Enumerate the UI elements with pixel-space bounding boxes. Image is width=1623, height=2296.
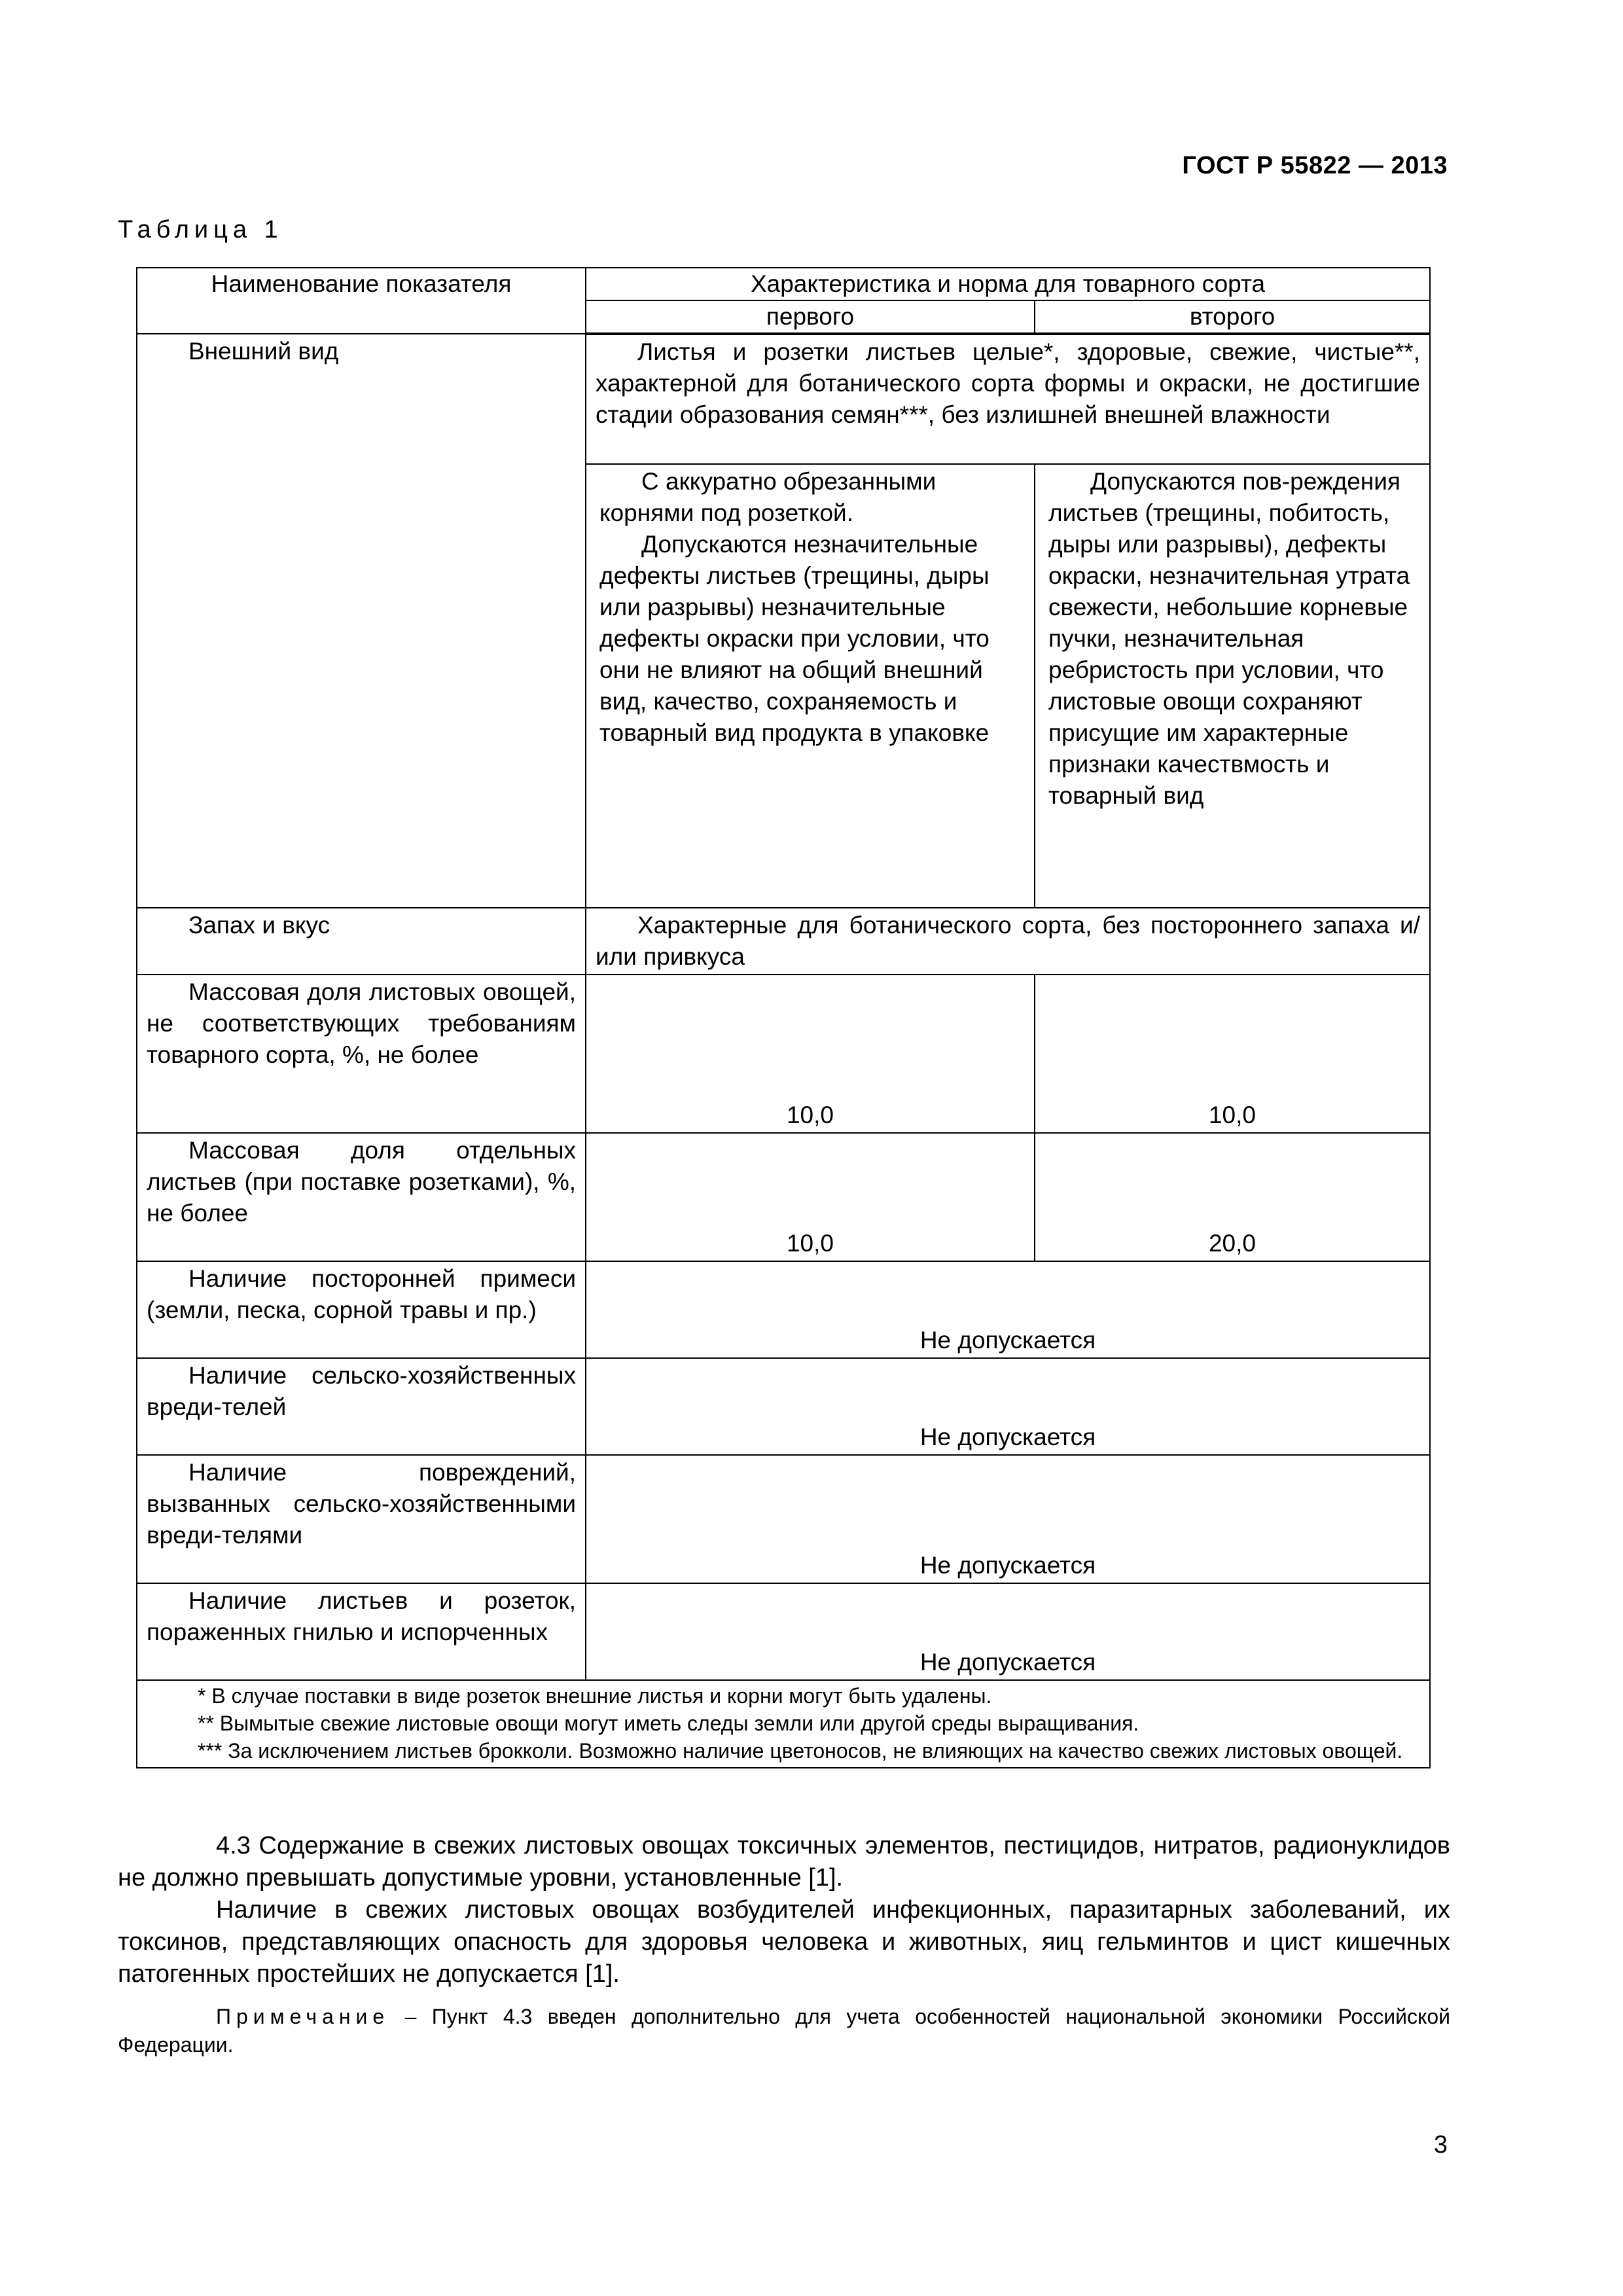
table-caption: Таблица 1	[118, 216, 283, 243]
row-foreign-name: Наличие посторонней примеси (земли, песка, сорной травы и пр.)	[137, 1261, 586, 1358]
row-rot-value: Не допускается	[586, 1583, 1430, 1680]
row-mass-nonconforming-grade1: 10,0	[586, 975, 1035, 1133]
header-indicator-name: Наименование показателя	[137, 268, 586, 334]
table-footnotes	[137, 1680, 1430, 1768]
footnote-1: * В случае поставки в виде розеток внешние листья и корни могут быть удалены.	[198, 1684, 992, 1708]
footnote-2: ** Вымытые свежие листовые овощи могут иметь следы земли или другой среды выращивания.	[198, 1712, 1139, 1735]
note-block	[118, 2003, 1450, 2059]
header-grade-second: второго	[1035, 300, 1430, 334]
header-grade-first: первого	[586, 300, 1035, 334]
row-pests-value: Не допускается	[586, 1358, 1430, 1455]
note-text: – Пункт 4.3 введен дополнительно для учета особенностей национальной экономики Российской Федерации.	[118, 2005, 1450, 2056]
appearance-grade1-defects: Допускаются незначительные дефекты листьев (трещины, дыры или разрывы) незначительные дефекты окраски при условии, что они не влияют на общий внешний вид, качество, сохраняемость и товарный вид продукта в упаковке	[599, 531, 990, 746]
paragraph-pathogens: Наличие в свежих листовых овощах возбудителей инфекционных, паразитарных заболеваний, их токсинов, представляющих опасность для здоровья человека и животных, яиц гельминтов и цист кишечных патогенных простейших не допускается [1].	[118, 1896, 1450, 1988]
row-foreign-value: Не допускается	[586, 1261, 1430, 1358]
row-mass-nonconforming-name: Массовая доля листовых овощей, не соответствующих требованиям товарного сорта, %, не более	[137, 975, 586, 1133]
document-code: ГОСТ Р 55822 — 2013	[1182, 152, 1448, 179]
row-appearance-grade1	[586, 464, 1035, 908]
appearance-grade1-roots: С аккуратно обрезанными корнями под розеткой.	[599, 468, 936, 526]
row-damage-name: Наличие повреждений, вызванных сельско-хозяйственными вреди-телями	[137, 1455, 586, 1583]
row-appearance-grade2: Допускаются пов-реждения листьев (трещины, побитость, дыры или разрывы), дефекты окраски, незначительная утрата свежести, небольшие корневые пучки, незначительная ребристость при условии, что листовые овощи сохраняют присущие им характерные признаки качествмость и товарный вид	[1035, 464, 1430, 908]
row-appearance-common: Листья и розетки листьев целые*, здоровые, свежие, чистые**, характерной для ботанического сорта формы и окраски, не достигшие стадии образования семян***, без излишней внешней влажности	[586, 334, 1430, 464]
row-damage-value: Не допускается	[586, 1455, 1430, 1583]
quality-table	[136, 267, 1431, 1768]
row-appearance-name: Внешний вид	[137, 334, 586, 908]
note-label: Примечание	[216, 2005, 390, 2028]
row-pests-name: Наличие сельско-хозяйственных вреди-телей	[137, 1358, 586, 1455]
paragraph-toxic-elements: 4.3 Содержание в свежих листовых овощах токсичных элементов, пестицидов, нитратов, радионуклидов не должно превышать допустимые уровни, установленные [1].	[118, 1832, 1450, 1892]
row-mass-leaves-name: Массовая доля отдельных листьев (при поставке розетками), %, не более	[137, 1133, 586, 1261]
row-rot-name: Наличие листьев и розеток, пораженных гнилью и испорченных	[137, 1583, 586, 1680]
note-paragraph	[118, 2003, 1450, 2059]
row-smell-value: Характерные для ботанического сорта, без постороннего запаха и/или привкуса	[586, 908, 1430, 975]
row-mass-leaves-grade1: 10,0	[586, 1133, 1035, 1261]
row-smell-name: Запах и вкус	[137, 908, 586, 975]
row-mass-nonconforming-grade2: 10,0	[1035, 975, 1430, 1133]
header-grade-group: Характеристика и норма для товарного сорта	[586, 268, 1430, 300]
page-number: 3	[1433, 2131, 1448, 2159]
section-4-3	[118, 1830, 1450, 1990]
footnote-3: *** За исключением листьев брокколи. Возможно наличие цветоносов, не влияющих на качество свежих листовых овощей.	[198, 1739, 1403, 1763]
row-mass-leaves-grade2: 20,0	[1035, 1133, 1430, 1261]
